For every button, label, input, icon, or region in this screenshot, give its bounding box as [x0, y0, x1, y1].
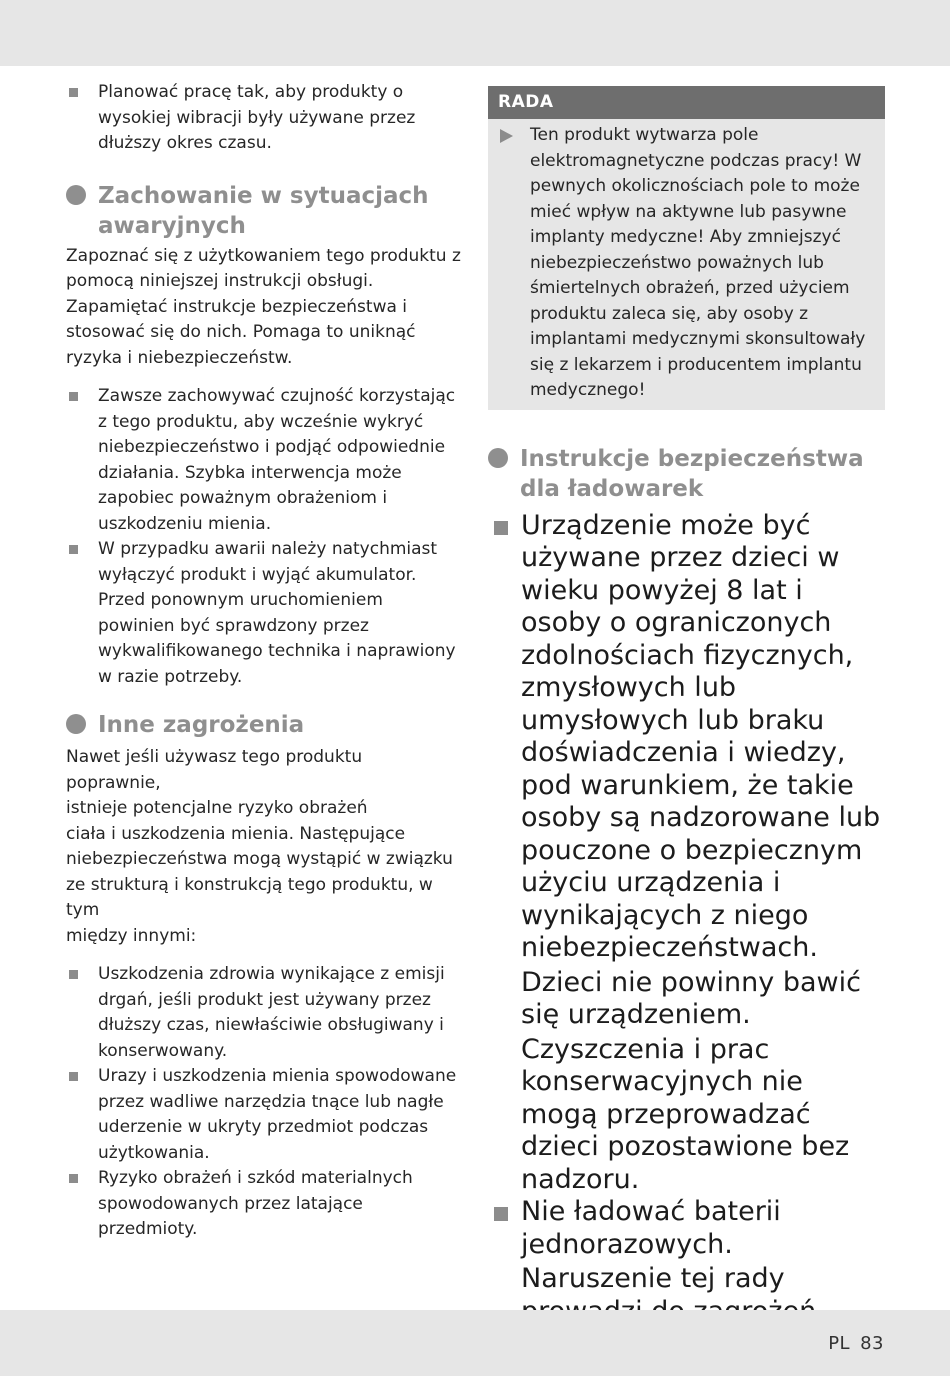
tip-box-body — [488, 119, 885, 404]
list-item-text: Ryzyko obrażeń i szkód materialnych spowodowanych przez latające przedmioty. — [98, 1168, 413, 1239]
paragraph-line: Nawet jeśli używasz tego produktu poprawnie, — [66, 747, 363, 793]
list-item — [488, 1196, 885, 1328]
triangle-arrow-icon — [500, 129, 513, 143]
list-item — [66, 80, 461, 157]
paragraph-line: ze strukturą i konstrukcją tego produktu, w tym — [66, 874, 433, 920]
section-paragraph: Zapoznać się z użytkowaniem tego produktu z pomocą niniejszej instrukcji obsługi. Zapamiętać instrukcje bezpieczeństwa i stosować się do nich. Pomaga to uniknąć ryzyka i niebezpieczeństw. — [66, 245, 461, 368]
list-item — [66, 384, 461, 537]
page-number: 83 — [860, 1333, 884, 1354]
language-code: PL — [828, 1333, 851, 1354]
square-bullet-icon — [69, 392, 78, 401]
list-item-text: W przypadku awarii należy natychmiast wyłączyć produkt i wyjąć akumulator. Przed ponownym uruchomieniem powinien być sprawdzony przez wykwalifikowanego technika i naprawiony w razie potrzeby. — [98, 539, 456, 687]
square-bullet-icon — [69, 970, 78, 979]
left-column — [66, 80, 461, 1243]
square-bullet-icon — [494, 1207, 508, 1221]
paragraph-line: istnieje potencjalne ryzyko obrażeń — [66, 798, 368, 818]
section-title: Instrukcje bezpieczeństwa dla ładowarek — [520, 445, 864, 502]
list-item-text: Zawsze zachowywać czujność korzystając z tego produktu, aby wcześnie wykryć niebezpieczeństwo i podjąć odpowiednie działania. Szybka interwencja może zapobiec poważnym obrażeniom i uszkodzeniu mienia. — [98, 386, 456, 534]
section-title: Zachowanie w sytuacjach awaryjnych — [98, 182, 429, 239]
header-band — [0, 0, 950, 66]
list-item-text: Urządzenie może być używane przez dzieci w wieku powyżej 8 lat i osoby o ograniczonych zdolnościach fizycznych, zmysłowych lub umysłowych lub braku doświadczenia i wiedzy, pod warunkiem, że takie osoby są nadzorowane lub pouczone o bezpiecznym użyciu urządzenia i wynikających z niego niebezpieczeństwach. — [521, 509, 881, 963]
section-paragraph — [66, 745, 461, 949]
page-footer — [818, 1333, 884, 1354]
paragraph-line: niebezpieczeństwa mogą wystąpić w związku — [66, 849, 453, 869]
list-item-text: Nie ładować baterii jednorazowych. — [521, 1196, 781, 1260]
square-bullet-icon — [69, 88, 78, 97]
tip-box-heading: RADA — [488, 86, 885, 119]
section-heading — [488, 444, 885, 504]
tip-box-text: Ten produkt wytwarza pole elektromagnetyczne podczas pracy! W pewnych okolicznościach pole to może mieć wpływ na aktywne lub pasywne implanty medyczne! Aby zmniejszyć niebezpieczeństwo poważnych lub śmiertelnych obrażeń, przed użyciem produktu zaleca się, aby osoby z implantami medycznymi skonsultowały się z lekarzem i producentem implantu medycznego! — [530, 125, 866, 400]
square-bullet-icon — [69, 1174, 78, 1183]
tip-box — [488, 86, 885, 410]
footer-band — [0, 1310, 950, 1376]
list-item — [66, 1166, 461, 1243]
right-column — [488, 86, 885, 1328]
section-heading — [66, 710, 461, 740]
circle-bullet-icon — [66, 185, 86, 205]
list-item — [488, 510, 885, 1197]
list-item-text: Dzieci nie powinny bawić się urządzeniem. — [521, 966, 861, 1030]
circle-bullet-icon — [488, 448, 508, 468]
square-bullet-icon — [69, 545, 78, 554]
circle-bullet-icon — [66, 714, 86, 734]
section-title: Inne zagrożenia — [98, 712, 305, 738]
list-item — [66, 537, 461, 690]
list-item-text: Urazy i uszkodzenia mienia spowodowane przez wadliwe narzędzia tnące lub nagłe uderzenie w ukryty przedmiot podczas użytkowania. — [98, 1066, 457, 1163]
list-item-text: Planować pracę tak, aby produkty o wysokiej wibracji były używane przez dłuższy okres czasu. — [98, 82, 416, 153]
list-item-text: Naruszenie tej rady — [521, 1263, 785, 1294]
list-item-text: Czyszczenia i prac konserwacyjnych nie mogą przeprowadzać dzieci pozostawione bez nadzoru. — [521, 1033, 850, 1195]
list-item-text: Uszkodzenia zdrowia wynikające z emisji drgań, jeśli produkt jest używany przez dłuższy czas, niewłaściwie obsługiwany i konserwowany. — [98, 964, 445, 1061]
paragraph-line: ciała i uszkodzenia mienia. Następujące — [66, 823, 406, 844]
paragraph-line: między innymi: — [66, 925, 197, 946]
section-heading — [66, 181, 461, 241]
square-bullet-icon — [494, 521, 508, 535]
square-bullet-icon — [69, 1072, 78, 1081]
list-item — [66, 962, 461, 1064]
list-item — [66, 1064, 461, 1166]
